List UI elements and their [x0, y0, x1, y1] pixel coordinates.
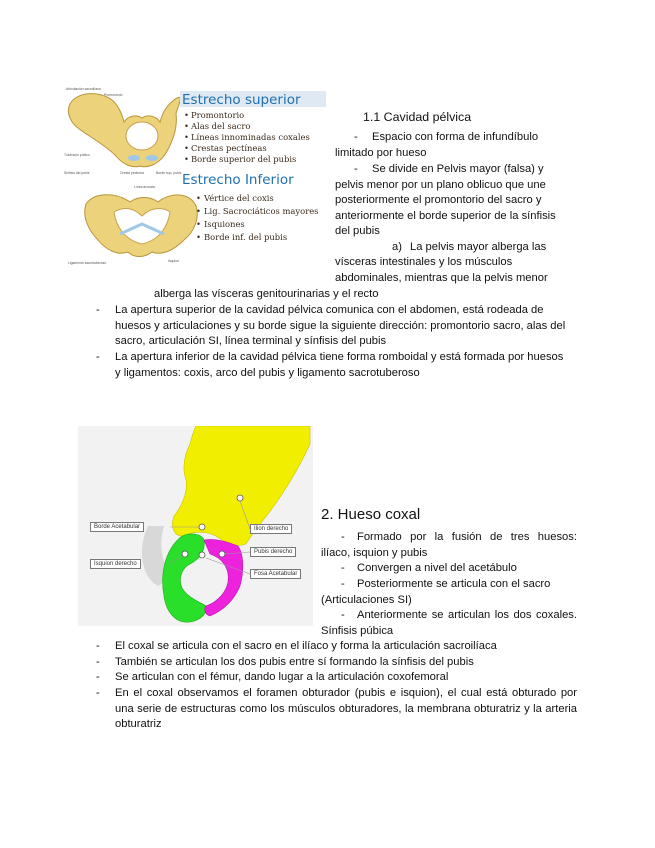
- bullet-text: Se divide en Pelvis mayor (falsa) y pelvis menor por un plano oblicuo que une posteriormente el promontorio del sacro y anteriormente el borde superior de la sínfisis del pubis: [335, 163, 556, 238]
- bullet-marker: -: [354, 163, 358, 175]
- sub-item-text: vísceras intestinales y los músculos: [335, 256, 513, 268]
- inferior-item: [196, 232, 287, 242]
- label-pubis-derecho: Pubis derecho: [250, 547, 296, 557]
- svg-text:Sínfisis del pubis: Sínfisis del pubis: [64, 171, 90, 175]
- svg-text:Ligamento sacrotuberoso: Ligamento sacrotuberoso: [68, 261, 107, 265]
- svg-text:•: •: [184, 154, 189, 164]
- inferior-item: [196, 193, 274, 203]
- superior-item-text: Promontorio: [191, 110, 245, 120]
- label-fosa-acetabular: Fosa Acetabular: [250, 569, 301, 579]
- bullet-text: La apertura inferior de la cavidad pélvica tiene forma romboidal y está formada por huesos y ligamentos: coxis, arco del pubis y ligamento sacrotuberoso: [115, 351, 564, 379]
- svg-text:•: •: [196, 206, 201, 216]
- sub-item-text: abdominales, mientras que la pelvis menor: [335, 272, 548, 284]
- superior-item: [184, 143, 267, 153]
- bullet-text: El coxal se articula con el sacro en el ilíaco y forma la articulación sacroilíaca: [115, 640, 497, 652]
- bullet-text: Se articulan con el fémur, dando lugar a la articulación coxofemoral: [115, 671, 449, 683]
- svg-text:Tubérculo púbico: Tubérculo púbico: [64, 153, 90, 157]
- superior-item: [184, 154, 296, 164]
- label-isquion-derecho: Isquion derecho: [90, 559, 141, 569]
- bullet-marker: -: [341, 562, 345, 574]
- bullet-marker: -: [96, 656, 100, 668]
- superior-item-text: Alas del sacro: [191, 121, 251, 131]
- bullet-text: En el coxal observamos el foramen obturador (pubis e isquion), el cual está obturado por una serie de estructuras como los músculos obturadores, la membrana obturatriz y la arteria obturatriz: [115, 687, 577, 731]
- svg-text:•: •: [196, 232, 201, 242]
- svg-text:•: •: [184, 110, 189, 120]
- section-heading-cavidad-pelvica: 1.1 Cavidad pélvica: [363, 110, 472, 124]
- superior-item: [184, 121, 250, 131]
- pelvis-apertures-figure: [64, 84, 326, 267]
- estrecho-inferior-title: Estrecho Inferior: [182, 172, 294, 188]
- section-heading-hueso-coxal: 2. Hueso coxal: [321, 506, 421, 523]
- svg-text:•: •: [196, 193, 201, 203]
- bullet-text: También se articulan los dos pubis entre sí formando la sínfisis del pubis: [115, 656, 474, 668]
- bullet-marker: -: [96, 351, 100, 363]
- inferior-item-text: Lig. Sacrociáticos mayores: [204, 206, 319, 216]
- svg-text:•: •: [196, 219, 201, 229]
- superior-item: [184, 110, 244, 120]
- hip-bone-figure: [78, 426, 313, 626]
- bullet-marker: -: [96, 640, 100, 652]
- svg-text:Promontorio: Promontorio: [104, 93, 123, 97]
- bullet-text: Anteriormente se articulan los dos coxales. Sínfisis púbica: [321, 609, 577, 637]
- inferior-item-text: Isquiones: [204, 219, 245, 229]
- svg-text:Isquion: Isquion: [168, 259, 179, 263]
- estrecho-superior-title: Estrecho superior: [182, 92, 301, 108]
- label-borde-acetabular: Borde Acetabular: [90, 522, 144, 532]
- pelvis-apertures-illustration: [64, 84, 326, 267]
- svg-text:Borde sup. pubis: Borde sup. pubis: [156, 171, 182, 175]
- svg-text:•: •: [184, 132, 189, 142]
- inferior-item-text: Vértice del coxis: [204, 193, 274, 203]
- bullet-marker: -: [341, 578, 345, 590]
- bullet-marker: -: [341, 531, 345, 543]
- svg-text:Línea arcuata: Línea arcuata: [134, 185, 155, 189]
- inferior-item-text: Borde inf. del pubis: [204, 232, 288, 242]
- inferior-item: [196, 206, 318, 216]
- bullet-marker: -: [96, 687, 100, 699]
- bullet-marker: -: [341, 609, 345, 621]
- superior-item-text: Crestas pectíneas: [191, 143, 267, 153]
- bullet-text: Formado por la fusión de tres huesos: ilíaco, isquion y pubis: [321, 531, 577, 559]
- svg-text:•: •: [184, 121, 189, 131]
- svg-text:•: •: [184, 143, 189, 153]
- bullet-text: Posteriormente se articula con el sacro (Articulaciones SI): [321, 578, 551, 606]
- bullet-text: La apertura superior de la cavidad pélvica comunica con el abdomen, está rodeada de huesos y articulaciones y su borde sigue la siguiente dirección: promontorio sacro, alas del sacro, articulación SI, línea terminal y sínfisis del pubis: [115, 304, 566, 348]
- bullet-marker: -: [354, 131, 358, 143]
- bullet-marker: -: [96, 671, 100, 683]
- sub-item-label: a): [392, 241, 402, 253]
- svg-text:Articulación sacroilíaca: Articulación sacroilíaca: [66, 87, 101, 91]
- sub-item-text: alberga las vísceras genitourinarias y el recto: [154, 288, 379, 300]
- svg-text:Cresta pectínea: Cresta pectínea: [120, 171, 144, 175]
- label-ilion-derecho: Ilion derecho: [250, 524, 292, 534]
- superior-item-text: Borde superior del pubis: [191, 154, 297, 164]
- superior-item: [184, 132, 310, 142]
- sub-item-text: La pelvis mayor alberga las: [410, 241, 547, 253]
- superior-item-text: Líneas innominadas coxales: [191, 132, 310, 142]
- bullet-text: Convergen a nivel del acetábulo: [357, 562, 517, 574]
- inferior-item: [196, 219, 245, 229]
- bullet-marker: -: [96, 304, 100, 316]
- bullet-text: Espacio con forma de infundíbulo limitado por hueso: [335, 131, 539, 159]
